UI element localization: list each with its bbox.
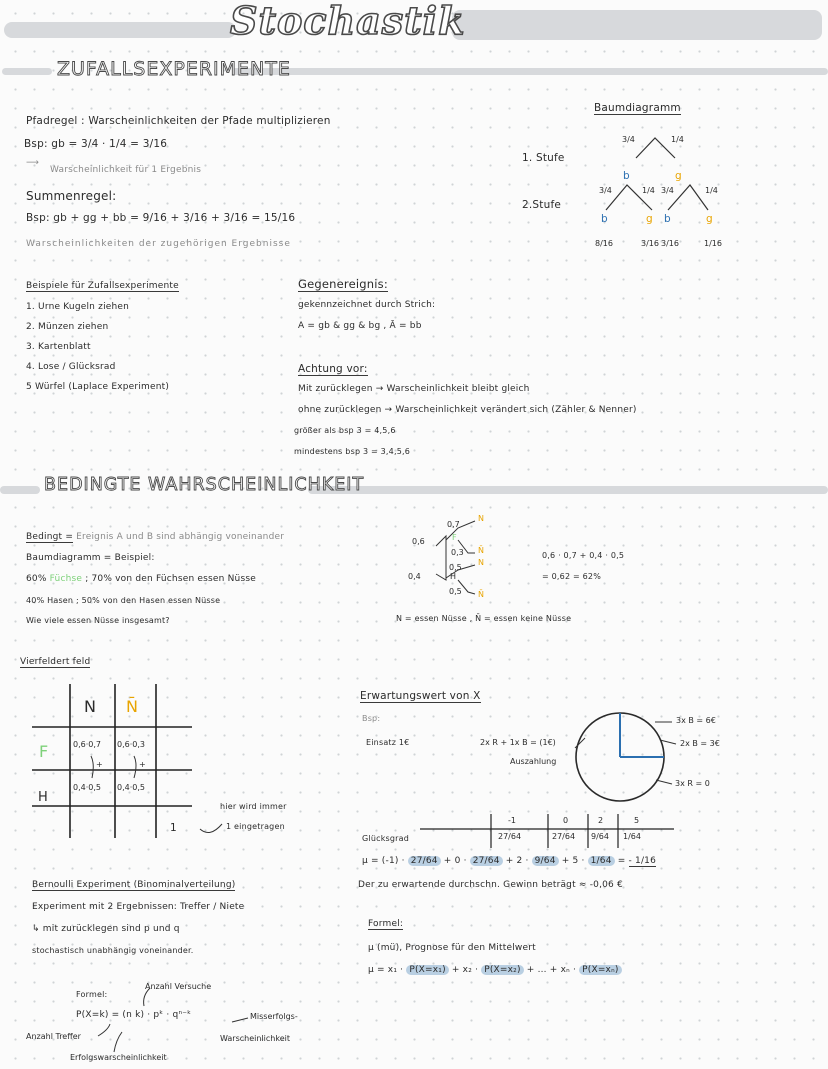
- tree-result-4: 1/16: [704, 239, 722, 248]
- achtung-line-2: ohne zurücklegen → Warscheinlichkeit verändert sich (Zähler & Nenner): [298, 405, 637, 415]
- tree-leaf-4: g: [706, 213, 713, 225]
- gluecksgrad-h-4: 5: [634, 816, 640, 825]
- bernoulli-line-3: stochastisch unabhängig voneinander.: [32, 946, 194, 955]
- gegenereignis-line-2: A = gb & gg & bg , Ā = bb: [298, 321, 422, 331]
- vierfeld-col-Nbar: N̄: [126, 697, 139, 716]
- bernoulli-line-2: ↳ mit zurücklegen sind p und q: [32, 924, 180, 934]
- vierfeld-cell-21: 0,4·0,5: [73, 783, 101, 792]
- formel-title: Formel:: [368, 919, 404, 929]
- tree-result-1: 8/16: [595, 239, 613, 248]
- achtung-title: Achtung vor:: [298, 363, 368, 375]
- bedingt-line-3-c: ; 70% von den Füchsen essen Nüsse: [85, 574, 256, 584]
- vierfeld-one: 1: [170, 822, 177, 834]
- vierfeld-col-N: N: [84, 697, 97, 716]
- bernoulli-line-1: Experiment mit 2 Ergebnissen: Treffer / Niete: [32, 902, 245, 912]
- beispiele-title: Beispiele für Zufallsexperimente: [26, 281, 179, 291]
- tree-result-3: 3/16: [661, 239, 679, 248]
- vierfeld-row-H: H: [38, 790, 48, 805]
- bernoulli-misserfolg-1: Misserfolgs-: [250, 1012, 298, 1021]
- mu-eq-b: 27/64: [408, 856, 441, 866]
- page-title: Stochastik: [230, 0, 466, 43]
- gluecksgrad-v-4: 1/64: [623, 832, 641, 841]
- bedingt-calc-1: 0,6 · 0,7 + 0,4 · 0,5: [542, 551, 625, 560]
- bedingt-tree-p03: 0,3: [451, 548, 464, 557]
- erwartung-formel-top: 2x R + 1x B = (1€): [480, 738, 556, 747]
- bedingt-line-4: 40% Hasen ; 50% von den Hasen essen Nüsse: [26, 596, 221, 605]
- section-title-zufall: ZUFALLSEXPERIMENTE: [57, 58, 291, 80]
- pfadregel-note: Warscheinlichkeit für 1 Ergebnis: [50, 165, 202, 175]
- tree-top-right-prob: 1/4: [671, 135, 684, 144]
- stufe-1-label: 1. Stufe: [522, 152, 565, 164]
- formel-line: μ (mü), Prognose für den Mittelwert: [368, 943, 536, 953]
- gegenereignis-line-1: gekennzeichnet durch Strich:: [298, 300, 436, 310]
- mu-eq-i: =: [614, 856, 629, 866]
- tree-leaf-3: b: [664, 213, 671, 225]
- tree-result-2: 3/16: [641, 239, 659, 248]
- bedingt-legend: N = essen Nüsse , N̄ = essen keine Nüsse: [396, 614, 572, 623]
- vierfeld-title: Vierfeldert feld: [20, 657, 91, 667]
- gluecksgrad-h-1: -1: [508, 816, 516, 825]
- bernoulli-anzahl-treffer: Anzahl Treffer: [26, 1032, 81, 1041]
- tree-p3: 3/4: [661, 186, 674, 195]
- bedingt-tree-H: H: [450, 572, 457, 581]
- tree-node-b: b: [623, 170, 630, 182]
- bernoulli-anzahl-versuche: Anzahl Versuche: [145, 982, 212, 991]
- formel-eq-b: P(X=x₁): [406, 965, 449, 975]
- mu-eq-a: μ = (-1) ·: [362, 856, 408, 866]
- bedingt-line-3-b: Füchse: [49, 574, 83, 584]
- tree-p2: 1/4: [642, 186, 655, 195]
- gluecksrad-label-3: 3x R = 0: [675, 779, 710, 788]
- baumdiagramm-title: Baumdiagramm: [594, 102, 681, 114]
- erwartung-auszahlung: Auszahlung: [510, 757, 557, 766]
- beispiel-item-4: 4. Lose / Glücksrad: [26, 362, 116, 372]
- bedingt-calc-2: = 0,62 = 62%: [542, 572, 602, 581]
- beispiel-item-2: 2. Münzen ziehen: [26, 322, 109, 332]
- gluecksgrad-v-2: 27/64: [552, 832, 576, 841]
- tree-p1: 3/4: [599, 186, 612, 195]
- bedingt-tree-p05b: 0,5: [449, 587, 462, 596]
- bedingt-tree-p05a: 0,5: [449, 563, 462, 572]
- bedingt-line-3-a: 60%: [26, 574, 47, 584]
- achtung-line-3: größer als bsp 3 = 4,5,6: [294, 426, 396, 435]
- tree-leaf-2: g: [646, 213, 653, 225]
- mu-eq-j: - 1/16: [628, 856, 657, 866]
- mu-eq-g: + 5 ·: [558, 856, 588, 866]
- bernoulli-misserfolg-2: Warscheinlichkeit: [220, 1034, 290, 1043]
- bedingt-label: Bedingt =: [26, 532, 74, 542]
- erwartung-gewinn: Der zu erwartende durchschn. Gewinn beträgt ≈ -0,06 €: [358, 880, 623, 890]
- tree-p4: 1/4: [705, 186, 718, 195]
- gluecksrad-label-2: 2x B = 3€: [680, 739, 720, 748]
- vierfeld-note-2: 1 eingetragen: [226, 822, 285, 831]
- arrow-icon: ⟶: [26, 158, 39, 168]
- formel-eq-c: + x₂ ·: [448, 965, 482, 975]
- summenregel-note: Warscheinlichkeiten der zugehörigen Ergebnisse: [26, 239, 291, 249]
- bedingt-tree-p04: 0,4: [408, 572, 421, 581]
- gluecksgrad-v-3: 9/64: [591, 832, 609, 841]
- bedingt-tree-N1: N: [478, 514, 484, 523]
- vierfeld-cell-12: 0,6·0,3: [117, 740, 145, 749]
- mu-eq-f: 9/64: [532, 856, 559, 866]
- bedingt-definition: Ereignis A und B sind abhängig voneinander: [76, 532, 285, 542]
- beispiel-item-3: 3. Kartenblatt: [26, 342, 91, 352]
- bedingt-line-2: Baumdiagramm = Beispiel:: [26, 553, 155, 563]
- vierfeld-cell-11: 0,6·0,7: [73, 740, 101, 749]
- bedingt-line-5: Wie viele essen Nüsse insgesamt?: [26, 616, 170, 625]
- gluecksgrad-label: Glücksgrad: [362, 834, 410, 843]
- formel-eq-f: P(X=xₙ): [579, 965, 621, 975]
- achtung-line-4: mindestens bsp 3 = 3,4,5,6: [294, 447, 411, 456]
- formel-eq-a: μ = x₁ ·: [368, 965, 407, 975]
- bedingt-tree-p07: 0,7: [447, 520, 460, 529]
- vierfeld-cell-22: 0,4·0,5: [117, 783, 145, 792]
- mu-eq-e: + 2 ·: [502, 856, 532, 866]
- mu-eq-c: + 0 ·: [440, 856, 470, 866]
- beispiel-item-5: 5 Würfel (Laplace Experiment): [26, 382, 170, 392]
- formel-eq-d: P(X=x₂): [481, 965, 524, 975]
- mu-eq-d: 27/64: [470, 856, 503, 866]
- summenregel-example: Bsp: gb + gg + bb = 9/16 + 3/16 + 3/16 = 15/16: [26, 212, 296, 224]
- formel-eq-e: + ... + xₙ ·: [523, 965, 580, 975]
- stufe-2-label: 2.Stufe: [522, 199, 562, 211]
- gluecksrad-label-1: 3x B = 6€: [676, 716, 716, 725]
- vierfeld-plus-1: +: [96, 760, 103, 769]
- erwartung-title: Erwartungswert von X: [360, 690, 481, 702]
- vierfeld-plus-2: +: [139, 760, 146, 769]
- gluecksgrad-h-2: 0: [563, 816, 569, 825]
- section-title-bedingt: BEDINGTE WAHRSCHEINLICHKEIT: [44, 475, 365, 495]
- pfadregel-line: Pfadregel : Warscheinlichkeiten der Pfade multiplizieren: [26, 115, 331, 127]
- gegenereignis-title: Gegenereignis:: [298, 277, 388, 291]
- tree-node-g: g: [675, 170, 682, 182]
- achtung-line-1: Mit zurücklegen → Warscheinlichkeit bleibt gleich: [298, 384, 530, 394]
- bedingt-tree-N3: N: [478, 558, 484, 567]
- summenregel-title: Summenregel:: [26, 189, 117, 203]
- tree-leaf-1: b: [601, 213, 608, 225]
- bedingt-tree-N2: N̄: [478, 546, 484, 555]
- erwartung-bsp: Bsp:: [362, 714, 381, 723]
- bernoulli-formel-label: Formel:: [76, 990, 108, 999]
- vierfeld-row-F: F: [39, 742, 49, 761]
- tree-top-left-prob: 3/4: [622, 135, 635, 144]
- bedingt-tree-p06: 0,6: [412, 537, 425, 546]
- gluecksgrad-v-1: 27/64: [498, 832, 522, 841]
- bedingt-tree-F: F: [452, 533, 457, 542]
- bedingt-tree-N4: N̄: [478, 590, 484, 599]
- pfadregel-example: Bsp: gb = 3/4 · 1/4 = 3/16: [24, 138, 168, 150]
- bernoulli-title: Bernoulli Experiment (Binominalverteilung): [32, 880, 236, 890]
- mu-eq-h: 1/64: [588, 856, 615, 866]
- erwartung-einsatz: Einsatz 1€: [366, 738, 410, 747]
- bernoulli-equation: P(X=k) = (n k) · pᵏ · qⁿ⁻ᵏ: [76, 1010, 192, 1020]
- gluecksgrad-h-3: 2: [598, 816, 604, 825]
- beispiel-item-1: 1. Urne Kugeln ziehen: [26, 302, 130, 312]
- vierfeld-note-1: hier wird immer: [220, 802, 287, 811]
- bernoulli-erfolg: Erfolgswarscheinlichkeit: [70, 1053, 167, 1062]
